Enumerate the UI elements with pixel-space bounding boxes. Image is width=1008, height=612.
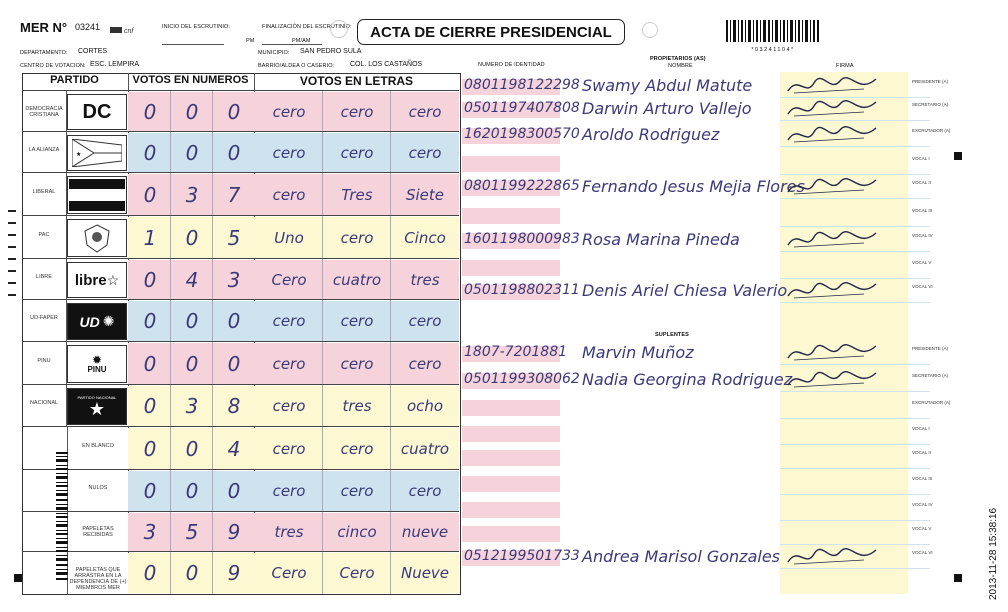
role-label: VOCAL III (912, 208, 933, 213)
party-name: LIBERAL (32, 188, 56, 195)
totals-row (22, 426, 459, 470)
vote-word: cero (272, 312, 306, 330)
vote-digit: 0 (227, 351, 241, 376)
libre-logo-text: libre (74, 271, 107, 289)
vote-word: cuatro (400, 439, 450, 458)
vote-digit: 0 (143, 394, 157, 418)
member-name: Aroldo Rodriguez (582, 125, 720, 144)
corner-mark-bl (14, 574, 22, 582)
vote-digit: 0 (143, 309, 157, 333)
col-letras: VOTOS EN LETRAS (299, 74, 414, 88)
signature-icon (784, 278, 880, 309)
vote-word: cero (408, 143, 442, 162)
vote-word: tres (410, 270, 440, 289)
vote-word: cero (340, 228, 374, 247)
party-row (22, 299, 459, 342)
party-logo (67, 388, 127, 425)
municipio-value: SAN PEDRO SULA (300, 48, 362, 55)
vote-word: cinco (337, 523, 377, 541)
member-name: Swamy Abdul Matute (582, 76, 753, 95)
vote-word: tres (342, 397, 372, 415)
member-id: 0501197407808 (464, 100, 580, 116)
vote-digit: 4 (185, 267, 199, 292)
sun-icon: ✹ (91, 353, 103, 367)
signature-icon (784, 122, 880, 153)
vote-digit: 8 (227, 394, 241, 418)
pac-shield-icon (82, 223, 112, 253)
totals-row (22, 511, 459, 552)
party-name: PINU (37, 357, 51, 364)
vote-digit: 7 (227, 182, 241, 207)
vote-digit: 0 (185, 479, 199, 503)
signature-icon (784, 227, 880, 258)
vote-digit: 4 (227, 436, 241, 461)
vote-digit: 0 (143, 182, 157, 207)
barcode-number: *03241104* (751, 47, 795, 53)
vote-word: Nueve (400, 564, 450, 582)
vote-digit: 5 (185, 520, 199, 544)
totals-row (22, 551, 459, 594)
vote-word: cero (272, 439, 306, 458)
barcode-top (726, 20, 820, 53)
barrio-value: COL. LOS CASTAÑOS (350, 61, 423, 68)
col-id: NUMERO DE IDENTIDAD (478, 62, 545, 68)
member-name: Rosa Marina Pineda (582, 230, 740, 249)
mer-label: MER N° (20, 20, 68, 35)
role-label: PRESIDENTE (A) (912, 346, 949, 351)
star-icon: ★ (88, 398, 106, 419)
document-title: ACTA DE CIERRE PRESIDENCIAL (357, 19, 625, 45)
member-name: Andrea Marisol Gonzales (582, 547, 780, 566)
inicio-pm: PM (246, 38, 255, 44)
nacional-logo-text: PARTIDO NACIONAL (77, 394, 117, 400)
member-name: Fernando Jesus Mejia Flores (582, 177, 805, 196)
member-id: 0501199308062 (464, 371, 580, 387)
id-cell (462, 476, 560, 492)
vote-digit: 0 (143, 351, 157, 376)
vote-word: Cero (339, 564, 375, 582)
id-cell (462, 526, 560, 542)
role-label: SECRETARIO (A) (912, 102, 949, 107)
barcode-icon (726, 20, 820, 42)
member-id: 1807-7201881 (464, 344, 568, 360)
member-id: 0801198122298 (464, 77, 580, 93)
id-cell (462, 260, 560, 276)
party-name: PAPELETAS QUE ARRASTRA EN LA DEPENDENCIA DE (+) MIEMBROS MER (69, 567, 127, 591)
member-id: 0501198802311 (464, 282, 580, 298)
suplentes-title: SUPLENTES (655, 332, 689, 338)
role-label: VOCAL II (912, 450, 931, 455)
member-name: Marvin Muñoz (582, 343, 694, 362)
signature-icon (784, 174, 880, 205)
vote-digit: 3 (227, 267, 241, 292)
role-label: SECRETARIO (A) (912, 373, 949, 378)
party-name: UD-FAPER (30, 315, 58, 321)
vote-digit: 0 (143, 479, 157, 503)
signature-icon (784, 544, 880, 575)
id-cell (462, 208, 560, 224)
barcode-vertical-icon (56, 452, 68, 582)
role-label: VOCAL I (912, 156, 930, 161)
svg-text:★: ★ (76, 152, 82, 158)
vote-digit: 0 (185, 309, 199, 333)
vote-digit: 0 (185, 351, 199, 376)
party-logo (67, 94, 127, 130)
party-logo (67, 176, 127, 214)
centro-value: ESC. LEMPIRA (90, 61, 140, 68)
col-firma: FIRMA (836, 63, 854, 69)
party-logo (67, 135, 127, 171)
party-name: PAPELETAS RECIBIDAS (82, 526, 114, 538)
vote-word: cero (340, 354, 374, 373)
role-label: ESCRUTADOR (A) (912, 400, 951, 405)
party-row (22, 258, 459, 300)
vote-word: cero (340, 143, 374, 162)
punch-hole (330, 20, 348, 38)
id-cell (462, 400, 560, 416)
role-label: ESCRUTADOR (A) (912, 128, 951, 133)
role-label: PRESIDENTE (A) (912, 79, 949, 84)
party-name: EN BLANCO (82, 442, 114, 449)
scan-timestamp: 2013-11-28 15:38:16 (988, 507, 999, 600)
vote-digit: 0 (227, 140, 241, 165)
vote-word: cero (408, 482, 442, 500)
svg-text:cnf: cnf (124, 28, 134, 35)
party-logo (67, 219, 127, 257)
vote-word: cero (272, 354, 306, 373)
id-cell (462, 502, 560, 518)
vote-digit: 0 (227, 309, 241, 333)
role-label: VOCAL IV (912, 233, 933, 238)
alianza-flag-icon (72, 139, 122, 167)
vote-digit: 0 (185, 436, 199, 461)
cne-logo (110, 22, 152, 35)
vote-word: cero (340, 482, 374, 500)
propietarios-title: PROPIETARIOS (AS) (650, 56, 706, 62)
vote-digit: 0 (143, 561, 157, 585)
member-id: 0801199222865 (464, 178, 580, 194)
vote-digit: 0 (143, 140, 157, 165)
margin-marks (8, 210, 16, 300)
vote-word: nueve (401, 523, 449, 541)
barcode-left (56, 452, 68, 582)
member-id: 1620198300570 (464, 126, 580, 142)
role-label: VOCAL V (912, 260, 932, 265)
vote-digit: 0 (143, 267, 157, 292)
liberal-flag-icon (69, 179, 125, 211)
vote-word: cuatro (332, 270, 382, 289)
vote-digit: 9 (227, 520, 241, 544)
vote-digit: 0 (185, 561, 199, 585)
vote-digit: 3 (143, 520, 157, 544)
col-nombre: NOMBRE (668, 63, 693, 69)
final-label: FINALIZACIÓN DEL ESCRUTINIO: (262, 24, 352, 30)
role-label: VOCAL VI (912, 550, 933, 555)
party-logo (67, 345, 127, 383)
vote-word: cero (272, 482, 306, 500)
party-row (22, 341, 459, 385)
barrio-label: BARRIO/ALDEA O CASERIO: (258, 63, 335, 69)
party-name: NACIONAL (29, 400, 59, 406)
vote-word: cero (272, 185, 306, 204)
centro-label: CENTRO DE VOTACION: (20, 63, 86, 69)
depto-value: CORTES (78, 48, 108, 55)
punch-hole-2 (642, 22, 658, 38)
vote-word: cero (340, 439, 374, 458)
vote-digit: 3 (185, 394, 199, 418)
vote-word: cero (408, 102, 442, 121)
vote-word: Cero (271, 564, 307, 582)
role-label: VOCAL VI (912, 284, 933, 289)
vote-digit: 1 (143, 225, 157, 250)
dc-logo-text: DC (82, 100, 112, 123)
vote-word: Siete (405, 185, 445, 204)
vote-word: tres (274, 523, 304, 541)
party-name: DEMOCRACIA CRISTIANA (25, 105, 63, 118)
depto-label: DEPARTAMENTO: (20, 50, 68, 56)
vote-word: cero (340, 102, 374, 121)
role-label: VOCAL I (912, 426, 930, 431)
party-logo: libre ☆ (67, 262, 127, 298)
vote-word: ocho (406, 397, 444, 415)
vote-digit: 0 (227, 99, 241, 124)
pinu-logo-text: PINU (87, 365, 107, 374)
inicio-label: INICIO DEL ESCRUTINIO: (162, 24, 231, 30)
vote-digit: 0 (185, 99, 199, 124)
member-name: Darwin Arturo Vallejo (582, 99, 752, 118)
vote-digit: 9 (227, 561, 241, 585)
vote-digit: 0 (227, 479, 241, 503)
vote-digit: 3 (185, 182, 199, 207)
municipio-label: MUNICIPIO: (258, 50, 290, 56)
ud-logo-text: UD (79, 313, 100, 330)
vote-word: cero (272, 143, 306, 162)
vote-word: cero (272, 397, 306, 415)
role-label: VOCAL III (912, 476, 933, 481)
vote-digit: 0 (143, 99, 157, 124)
col-partido: PARTIDO (50, 74, 99, 86)
party-row (22, 384, 459, 427)
mer-number: 03241 (75, 22, 101, 32)
party-name: NULOS (88, 485, 108, 491)
final-pmam: PM/AM (292, 38, 311, 44)
party-logo (67, 303, 127, 340)
vote-digit: 0 (185, 140, 199, 165)
vote-word: cero (272, 102, 306, 121)
party-name: LA ALIANZA (28, 146, 60, 153)
vote-word: Uno (274, 228, 304, 247)
signature-icon (784, 367, 880, 398)
id-cell (462, 156, 560, 172)
sun-icon: ✺ (102, 313, 115, 329)
vote-word: cero (408, 354, 442, 373)
party-name: PAC (38, 231, 50, 238)
id-cell (462, 450, 560, 466)
role-label: VOCAL IV (912, 502, 933, 507)
vote-word: cero (340, 312, 374, 330)
corner-mark-br (954, 574, 962, 582)
vote-digit: 5 (227, 225, 241, 250)
party-row (22, 215, 459, 259)
party-name: LIBRE (36, 273, 52, 280)
vote-word: Cinco (404, 228, 446, 247)
vote-digit: 0 (143, 436, 157, 461)
corner-mark-tr (954, 152, 962, 160)
vote-word: Cero (271, 270, 307, 289)
totals-row (22, 469, 459, 512)
vote-word: cero (408, 312, 442, 330)
party-row (22, 90, 459, 132)
id-cell (462, 426, 560, 442)
member-name: Nadia Georgina Rodriguez (582, 370, 793, 389)
role-label: VOCAL II (912, 180, 931, 185)
role-label: VOCAL V (912, 526, 932, 531)
vote-word: Tres (341, 185, 373, 204)
party-row (22, 131, 459, 173)
party-row (22, 172, 459, 216)
member-id: 0512199501733 (464, 548, 580, 564)
member-name: Denis Ariel Chiesa Valerio (582, 281, 788, 300)
member-id: 1601198000983 (464, 231, 580, 247)
vote-digit: 0 (185, 225, 199, 250)
col-numeros: VOTOS EN NUMEROS (132, 74, 249, 86)
